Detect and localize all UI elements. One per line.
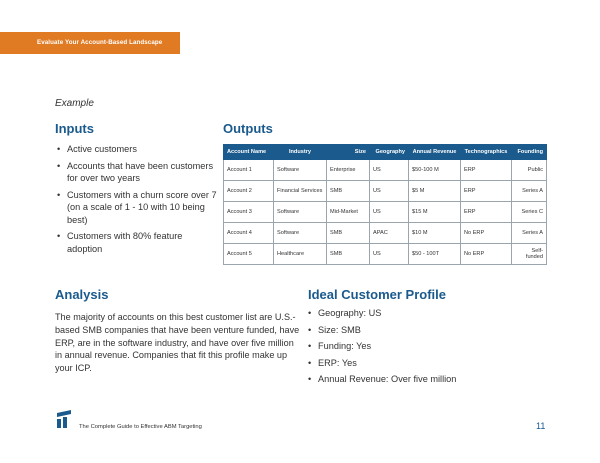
table-cell: Software [274, 160, 327, 181]
table-cell: Enterprise [327, 160, 370, 181]
table-cell: Account 2 [224, 181, 274, 202]
table-cell: US [370, 244, 409, 265]
analysis-heading: Analysis [55, 287, 109, 302]
table-row [224, 202, 547, 223]
table-cell: $50-100 M [409, 160, 461, 181]
table-cell: Series A [512, 181, 547, 202]
profile-list [308, 307, 528, 390]
section-banner: Evaluate Your Account-Based Landscape [0, 32, 180, 54]
table-cell: SMB [327, 244, 370, 265]
table-cell: Series C [512, 202, 547, 223]
page-number: 11 [536, 421, 546, 431]
table-cell: Account 4 [224, 223, 274, 244]
table-cell: Software [274, 223, 327, 244]
list-item: • Size: SMB [308, 324, 528, 337]
table-cell: Series A [512, 223, 547, 244]
table-cell: Financial Services [274, 181, 327, 202]
column-header: Account Name [224, 145, 274, 160]
table-cell: ERP [461, 181, 512, 202]
outputs-heading: Outputs [223, 121, 273, 136]
table-row [224, 223, 547, 244]
list-item: • Funding: Yes [308, 340, 528, 353]
table-cell: SMB [327, 223, 370, 244]
column-header: Founding [512, 145, 547, 160]
column-header: Industry [274, 145, 327, 160]
column-header: Geography [370, 145, 409, 160]
table-cell: US [370, 202, 409, 223]
table-cell: US [370, 160, 409, 181]
column-header: Size [327, 145, 370, 160]
table-cell: No ERP [461, 223, 512, 244]
list-item: • Customers with 80% feature adoption [57, 230, 217, 255]
table-cell: $50 - 100T [409, 244, 461, 265]
table-row [224, 160, 547, 181]
table-header-row [224, 145, 547, 160]
table-cell: Public [512, 160, 547, 181]
list-item: • Accounts that have been customers for over two years [57, 160, 217, 185]
table-cell: Healthcare [274, 244, 327, 265]
table-cell: Self-funded [512, 244, 547, 265]
outputs-table [223, 144, 547, 265]
table-cell: $10 M [409, 223, 461, 244]
inputs-heading: Inputs [55, 121, 94, 136]
table-cell: $5 M [409, 181, 461, 202]
table-cell: No ERP [461, 244, 512, 265]
table-cell: Account 3 [224, 202, 274, 223]
column-header: Annual Revenue [409, 145, 461, 160]
list-item: • Annual Revenue: Over five million [308, 373, 528, 386]
list-item: • ERP: Yes [308, 357, 528, 370]
table-cell: Account 5 [224, 244, 274, 265]
table-row [224, 181, 547, 202]
inputs-list [57, 143, 217, 259]
table-cell: $15 M [409, 202, 461, 223]
table-cell: US [370, 181, 409, 202]
table-row [224, 244, 547, 265]
table-cell: Mid-Market [327, 202, 370, 223]
list-item: • Active customers [57, 143, 217, 156]
example-label: Example [55, 98, 94, 109]
list-item: • Customers with a churn score over 7 (on a scale of 1 - 10 with 10 being best) [57, 189, 217, 227]
table-cell: APAC [370, 223, 409, 244]
list-item: • Geography: US [308, 307, 528, 320]
table-cell: ERP [461, 202, 512, 223]
brand-logo-icon [56, 410, 72, 428]
table-cell: SMB [327, 181, 370, 202]
table-cell: Account 1 [224, 160, 274, 181]
analysis-paragraph: The majority of accounts on this best customer list are U.S.-based SMB companies that have been venture funded, have ERP, are in the software industry, and have over five million in annual revenue. Companies that fit this profile make up your ICP. [55, 312, 300, 374]
table-cell: ERP [461, 160, 512, 181]
footer-title: The Complete Guide to Effective ABM Targeting [79, 424, 202, 430]
ideal-customer-profile-heading: Ideal Customer Profile [308, 287, 446, 302]
table-cell: Software [274, 202, 327, 223]
column-header: Technographics [461, 145, 512, 160]
